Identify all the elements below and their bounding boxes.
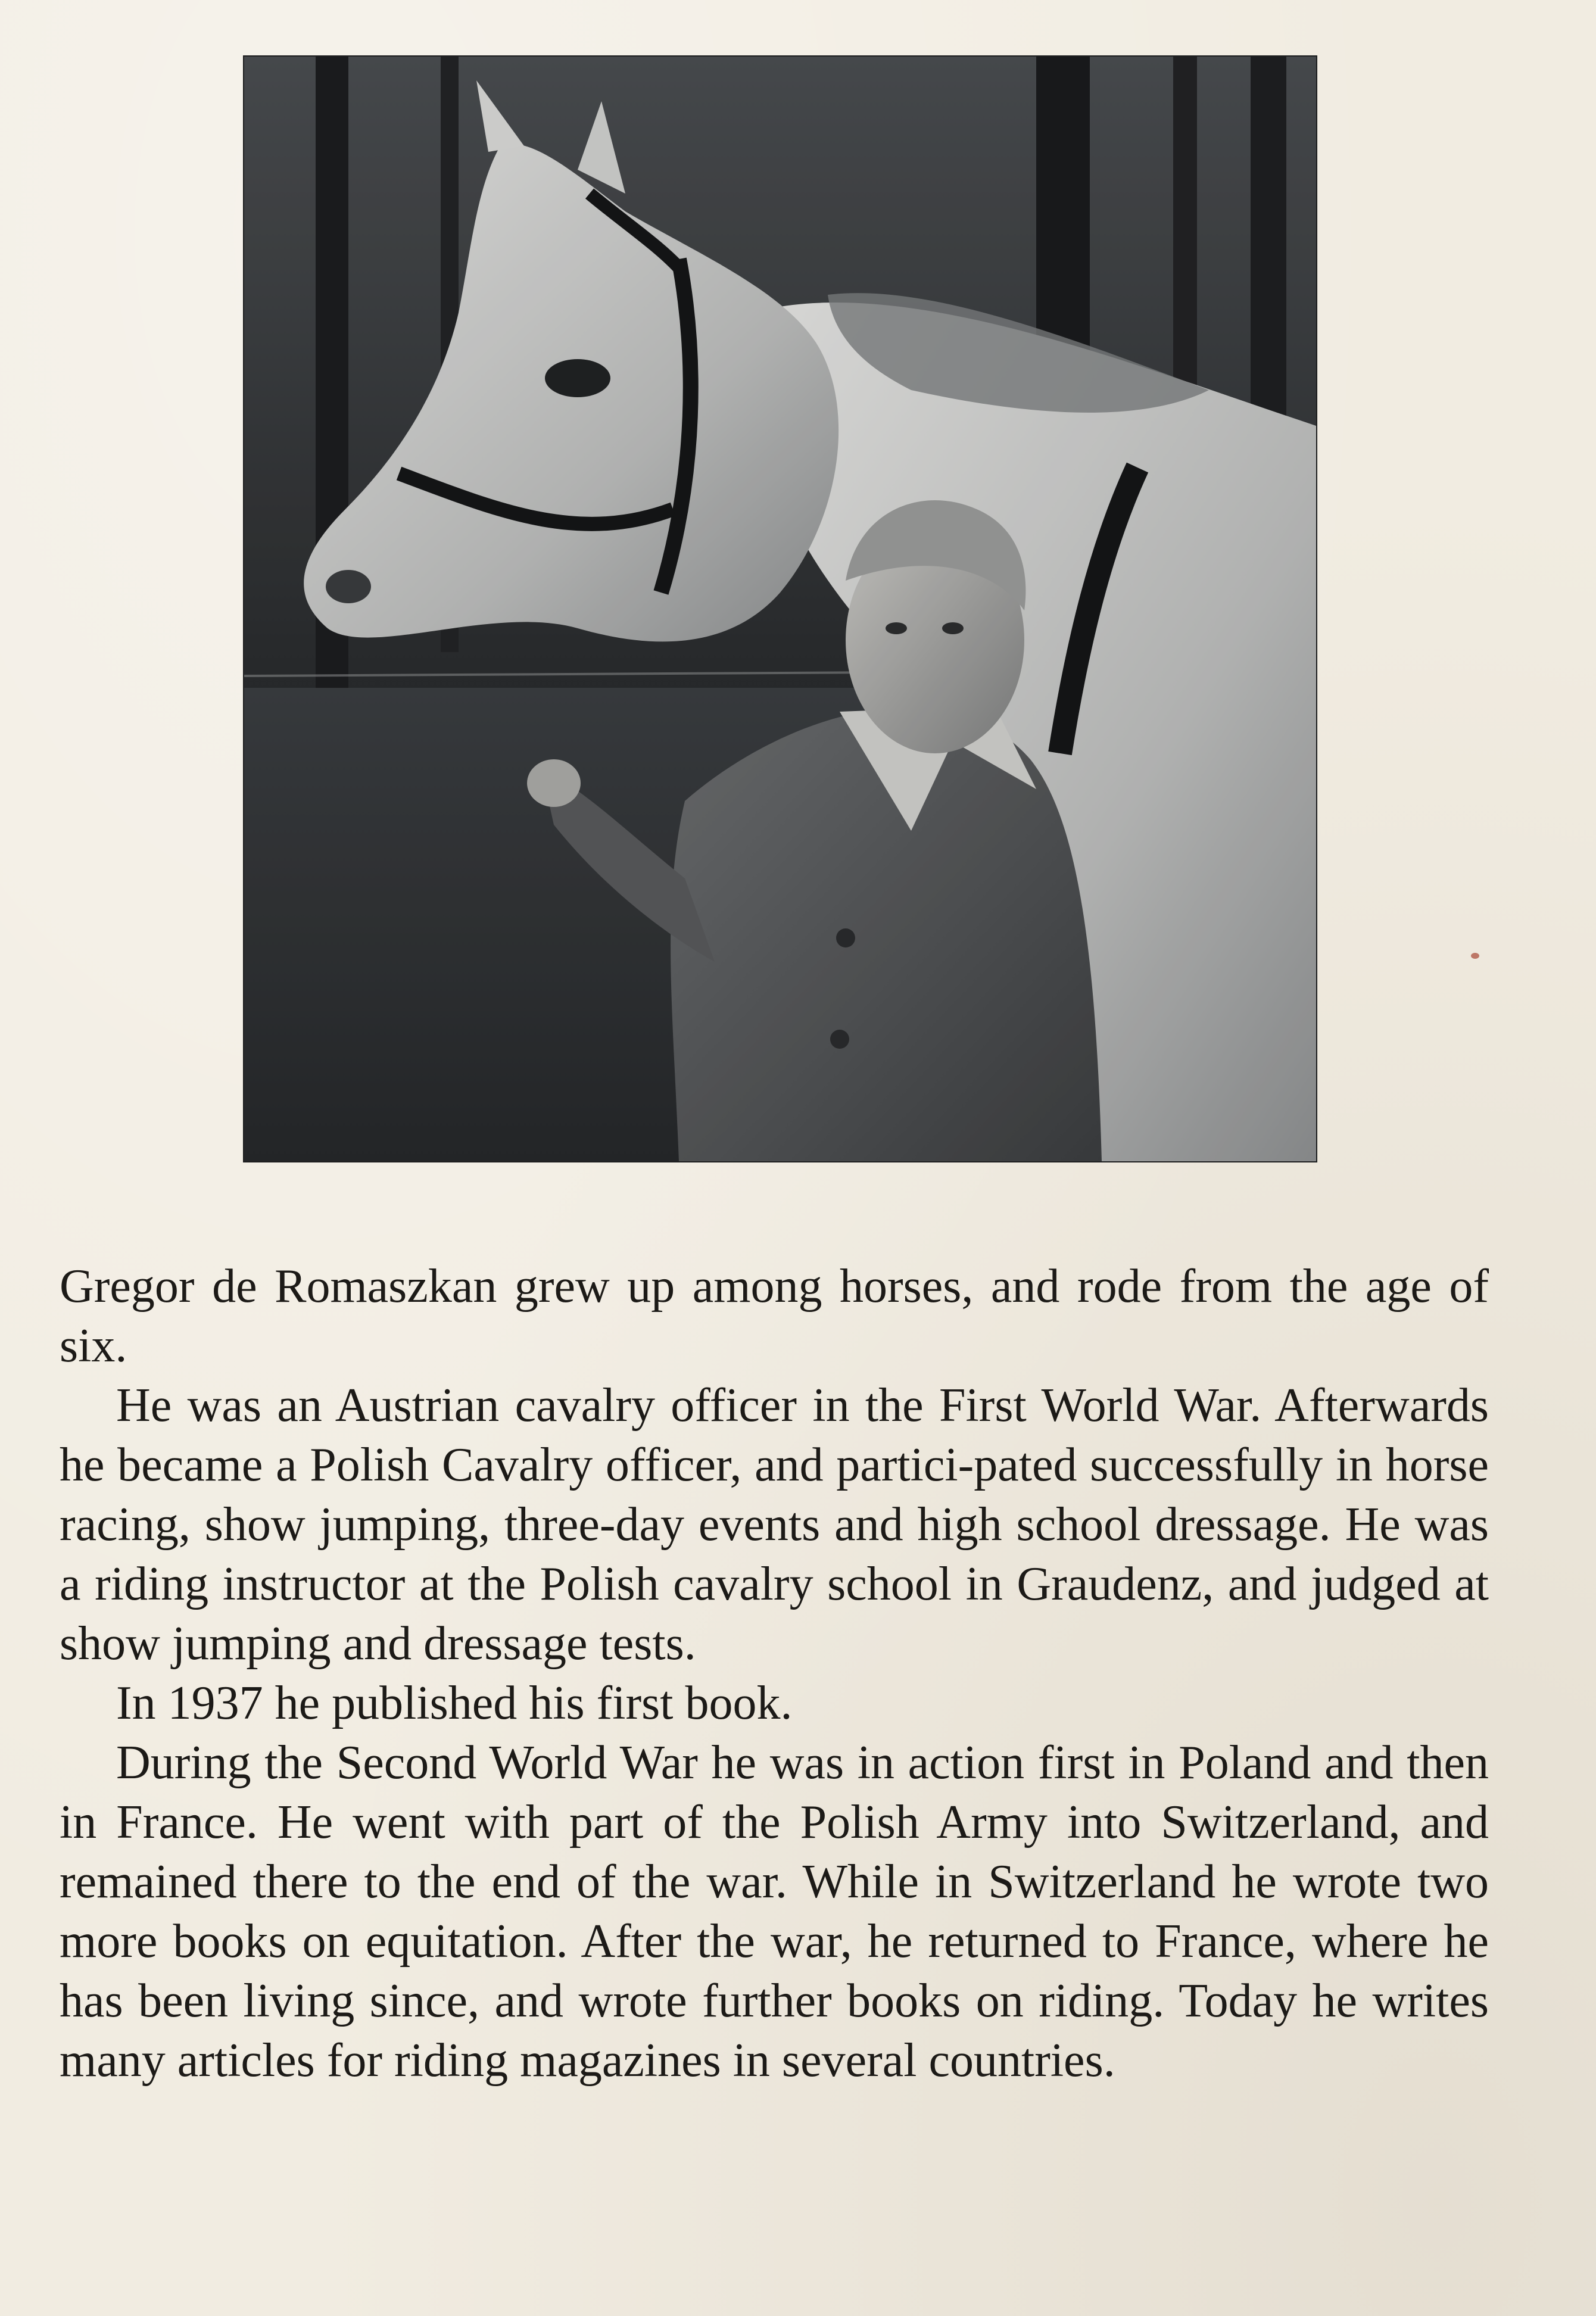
bio-paragraph-first-book: In 1937 he published his first book.	[116, 1677, 793, 1729]
bio-paragraph-war-and-after: During the Second World War he was in action first in Poland and then in France. He went with part of the Polish Army into Switzerland, and remained there to the end of the war. While in Switzerland he wrote two more books on equitation. After the war, he returned to France, where he has been living since, and wrote further books on riding. Today he writes many articles for riding magazines in several countries.	[60, 1737, 1489, 2087]
bio-paragraph-cavalry-career: He was an Austrian cavalry officer in the First World War. Afterwards he became a Polish Cavalry officer, and partici-pated successfully in horse racing, show jumping, three-day events and high school dressage. He was a riding instructor at the Polish cavalry school in Graudenz, and judged at show jumping and dressage tests.	[60, 1379, 1489, 1670]
author-biography	[60, 1257, 1489, 2090]
paper-stain	[1471, 953, 1479, 959]
author-photo	[244, 57, 1316, 1161]
portrait-photo-icon	[244, 57, 1316, 1161]
bio-paragraph-early-life: Gregor de Romaszkan grew up among horses, and rode from the age of six.	[60, 1260, 1489, 1372]
